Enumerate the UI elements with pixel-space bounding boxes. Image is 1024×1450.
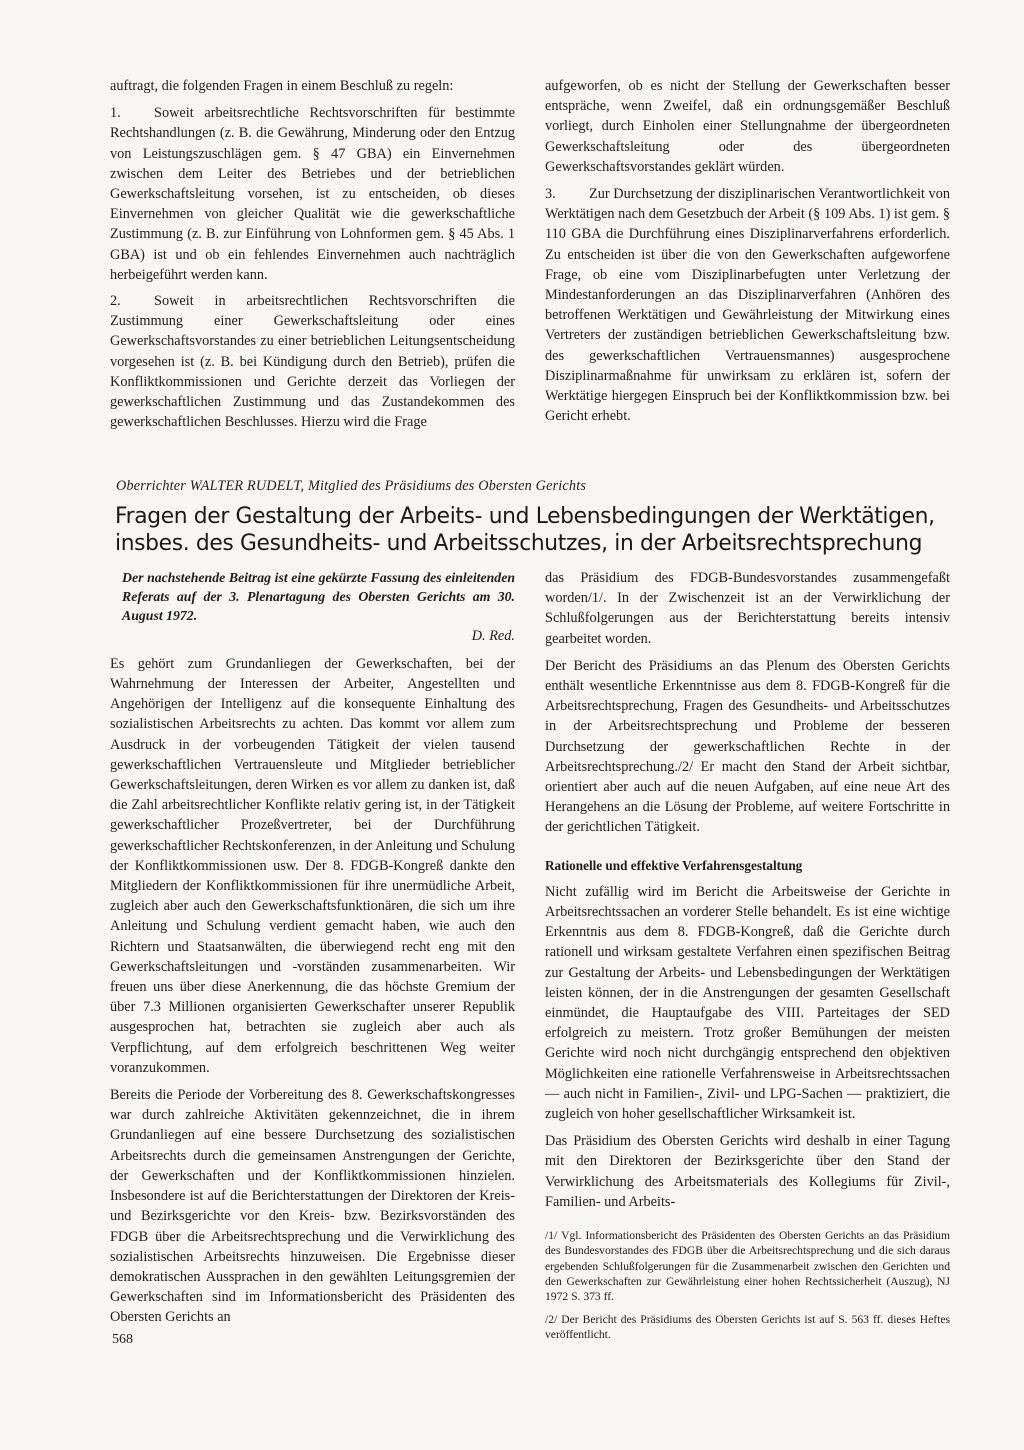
article-author: Oberrichter WALTER RUDELT, Mitglied des Präsidiums des Obersten Gerichts — [116, 478, 587, 494]
editorial-signature: D. Red. — [471, 627, 515, 644]
paragraph: aufgeworfen, ob es nicht der Stellung der Gewerkschaften besser entspräche, wenn Zweifel, daß ein ordnungsgemäßer Beschluß vorliegt, durch Einholen einer Stellungnahme der übergeordneten Gewerkschaftsleitung oder des übergeordneten Gewerkschaftsvorstandes geklärt würden. — [545, 78, 950, 175]
numbered-paragraph-3: 3. Zur Durchsetzung der disziplinarischen Verantwortlichkeit von Werktätigen nach dem Gesetzbuch der Arbeit (§ 109 Abs. 1) ist gem. § 110 GBA die Durchführung eines Disziplinarverfahrens erforderlich. Zu entscheiden ist über die von den Gewerkschaften aufgeworfene Frage, ob eine vom Disziplinarbefugten unter Verletzung der Mindestanforderungen an das Disziplinarverfahren (Anhören des betroffenen Werktätigen und Gewährleistung der Mitwirkung eines Vertreters der zuständigen betrieblichen Gewerkschaftsleitung bzw. des gewerkschaftlichen Vertrauensmannes) ausgesprochene Disziplinarmaßnahme für unwirksam zu erklären ist, sofern der Werktätige hiergegen Einspruch bei der Konfliktkommission bzw. bei Gericht erhebt. — [545, 186, 950, 425]
paragraph: Es gehört zum Grundanliegen der Gewerkschaften, bei der Wahrnehmung der Interessen der Arbeiter, Angestellten und Angehörigen der Intelligenz auf die konsequente Einhaltung des sozialistischen Arbeitsrechts zu achten. Das kommt vor allem zum Ausdruck in der vorbeugenden Tätigkeit der vielen tausend gewerkschaftlichen Vertrauensleute und Mitglieder betrieblicher Gewerkschaftsleitungen, deren Wirken es vor allem zu danken ist, daß die Zahl arbeitsrechtlicher Konflikte relativ gering ist, in der Tätigkeit gewerkschaftlicher Prozeßvertreter, bei der Durchführung gewerkschaftlicher Rechtskonferenzen, in der Anleitung und Schulung der Konfliktkommissionen usw. Der 8. FDGB-Kongreß dankte den Mitgliedern der Konfliktkommissionen für ihre unermüdliche Arbeit, zugleich aber auch den Gewerkschaftsfunktionären, die sich um ihre Anleitung und Schulung verdient gemacht haben, wie auch den Richtern und Staatsanwälten, die überwiegend recht eng mit den Gewerkschaftsleitungen und -vorständen zusammenarbeiten. Wir freuen uns über diese Anerkennung, die das höchste Gremium der über 7.3 Millionen organisierten Gewerkschafter unserer Republik ausgesprochen hat, betrachten sie zugleich aber auch als Verpflichtung, auf dem erfolgreich beschrittenen Weg weiter voranzukommen. — [110, 655, 515, 1076]
footnotes — [545, 1228, 950, 1342]
section-heading: Rationelle und effektive Verfahrensgestaltung — [545, 857, 803, 873]
top-left-column — [110, 76, 515, 438]
numbered-paragraph-1: 1. Soweit arbeitsrechtliche Rechtsvorschriften für bestimmte Rechtshandlungen (z. B. die Gewährung, Minderung oder den Entzug von Leistungszuschlägen gem. § 47 GBA) ein Einvernehmen zwischen dem Leiter des Betriebes und der betrieblichen Gewerkschaftsleitung vorsehen, ist zu entscheiden, ob dieses Einvernehmen von gleicher Qualität wie die gewerkschaftliche Zustimmung (z. B. zur Einführung von Lohnformen gem. § 45 Abs. 1 GBA) ist und ob ein fehlendes Einvernehmen auch nachträglich herbeigeführt werden kann. — [110, 105, 515, 283]
article-right-column — [545, 568, 950, 1351]
article-title-line-1: Fragen der Gestaltung der Arbeits- und Lebensbedingungen der Werktätigen, — [115, 504, 935, 529]
paragraph: Nicht zufällig wird im Bericht die Arbeitsweise der Gerichte in Arbeitsrechtssachen an vorderer Stelle behandelt. Es ist eine wichtige Erkenntnis aus dem 8. FDGB-Kongreß, daß die Gerichte durch rationell und wirksam gestaltete Verfahren einen spezifischen Beitrag zur Gestaltung der Arbeits- und Lebensbedingungen der Werktätigen leisten können, der in die Anstrengungen der gesamten Gesellschaft einmündet, die Hauptaufgabe des VIII. Parteitages der SED erfolgreich zu meistern. Trotz großer Bemühungen der meisten Gerichte wird noch nicht durchgängig entsprechend den objektiven Möglichkeiten eine rationelle Verfahrensweise in Arbeitsrechtssachen — auch nicht in Familien-, Zivil- und LPG-Sachen — praktiziert, die zugleich von hoher gesellschaftlicher Wirksamkeit ist. — [545, 883, 950, 1123]
article-left-column — [110, 568, 515, 1335]
paragraph: das Präsidium des FDGB-Bundesvorstandes zusammengefaßt worden/1/. In der Zwischenzeit ist an der Verwirklichung der Schlußfolgerungen aus der Berichterstattung bereits intensiv gearbeitet worden. — [545, 570, 950, 647]
paragraph: Bereits die Periode der Vorbereitung des 8. Gewerkschaftskongresses war durch zahlreiche Aktivitäten gekennzeichnet, die in ihrem Grundanliegen auf eine bessere Durchsetzung des sozialistischen Arbeitsrechts durch die gemeinsamen Anstrengungen der Gerichte, der Gewerkschaften und der Konfliktkommissionen hinzielen. Insbesondere ist auf die Berichterstattungen der Direktoren der Kreis- und Bezirksgerichte vor den Kreis- bzw. Bezirksvorständen des FDGB über die Arbeitsrechtsprechung und die Verwirklichung des sozialistischen Arbeitsrechts hinzuweisen. Die Ergebnisse dieser demokratischen Aussprachen in den gewählten Leitungsgremien der Gewerkschaften sind im Informationsbericht des Präsidenten des Obersten Gerichts an — [110, 1087, 515, 1326]
footnote-2: /2/ Der Bericht des Präsidiums des Obersten Gerichts ist auf S. 563 ff. dieses Heftes veröffentlicht. — [545, 1313, 950, 1342]
article-title — [115, 503, 935, 557]
top-right-column — [545, 76, 950, 432]
numbered-paragraph-2: 2. Soweit in arbeitsrechtlichen Rechtsvorschriften die Zustimmung einer Gewerkschaftsleitung oder eines Gewerkschaftsvorstandes zu einer betrieblichen Leitungsentscheidung vorgesehen ist (z. B. bei Kündigung durch den Betrieb), prüfen die Konfliktkommissionen und Gerichte derzeit das Vorliegen der gewerkschaftlichen Zustimmung und das Zustandekommen des gewerkschaftlichen Beschlusses. Hierzu wird die Frage — [110, 293, 515, 431]
paragraph: Das Präsidium des Obersten Gerichts wird deshalb in einer Tagung mit den Direktoren der Bezirksgerichte über den Stand der Verwirklichung des Arbeitsmaterials des Kollegiums für Zivil-, Familien- und Arbeits- — [545, 1133, 950, 1210]
footnote-1: /1/ Vgl. Informationsbericht des Präsidenten des Obersten Gerichts an das Präsidium des Bundesvorstandes des FDGB über die Arbeitsrechtsprechung und die sich daraus ergebenden Schlußfolgerungen für die Zusammenarbeit zwischen den Gerichten und den Gewerkschaften zur Gewährleistung einer hohen Rechtssicherheit (Auszug), NJ 1972 S. 373 ff. — [545, 1229, 950, 1303]
paragraph: auftragt, die folgenden Fragen in einem Beschluß zu regeln: — [110, 78, 454, 94]
paragraph: Der Bericht des Präsidiums an das Plenum des Obersten Gerichts enthält wesentliche Erkenntnisse aus dem 8. FDGB-Kongreß für die Arbeitsrechtsprechung, Fragen des Gesundheits- und Arbeitsschutzes in der Arbeitsrechtsprechung und Probleme der besseren Durchsetzung der gewerkschaftlichen Rechte in der Arbeitsrechtsprechung./2/ Er macht den Stand der Arbeit sichtbar, orientiert aber auch auf die neuen Aufgaben, auf eine neue Art des Herangehens an die Lösung der Probleme, auf weitere Fortschritte in der gerichtlichen Tätigkeit. — [545, 657, 950, 836]
article-title-line-2: insbes. des Gesundheits- und Arbeitsschutzes, in der Arbeitsrechtsprechung — [115, 531, 923, 556]
page-number: 568 — [112, 1332, 133, 1347]
editorial-lead: Der nachstehende Beitrag ist eine gekürzte Fassung des einleitenden Referats auf der 3. Plenartagung des Obersten Gerichts am 30. August 1972. — [122, 570, 515, 624]
